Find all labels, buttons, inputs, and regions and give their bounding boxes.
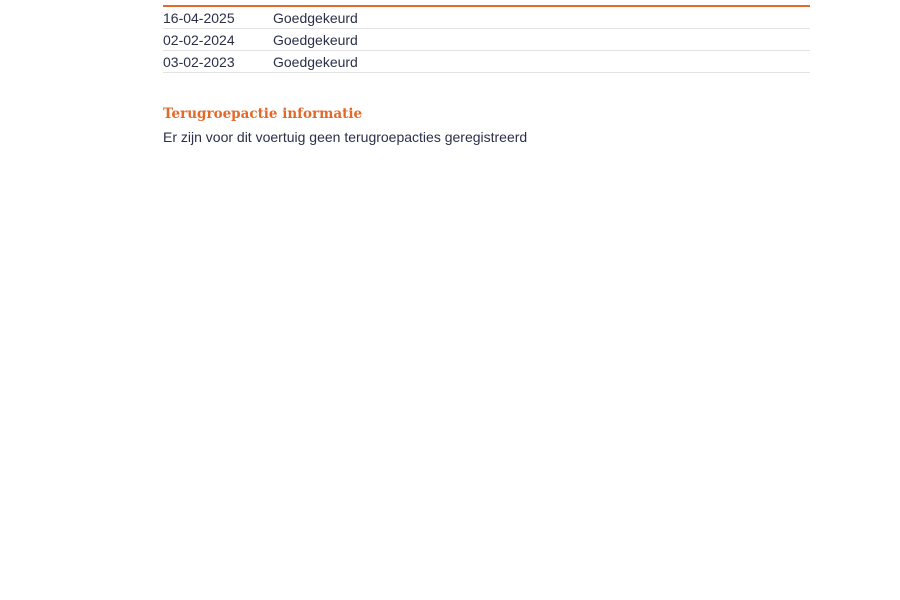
inspection-result: Goedgekeurd xyxy=(273,7,810,29)
inspection-result: Goedgekeurd xyxy=(273,51,810,73)
cut-off-section-heading xyxy=(163,0,810,3)
table-row xyxy=(163,29,810,51)
table-row xyxy=(163,51,810,73)
table-row xyxy=(163,7,810,29)
inspection-history-table xyxy=(163,7,810,73)
inspection-result: Goedgekeurd xyxy=(273,29,810,51)
inspection-date: 02-02-2024 xyxy=(163,29,273,51)
recall-section-text: Er zijn voor dit voertuig geen terugroepacties geregistreerd xyxy=(163,129,528,145)
inspection-date: 03-02-2023 xyxy=(163,51,273,73)
recall-section-title: Terugroepactie informatie xyxy=(163,106,363,122)
inspection-date: 16-04-2025 xyxy=(163,7,273,29)
